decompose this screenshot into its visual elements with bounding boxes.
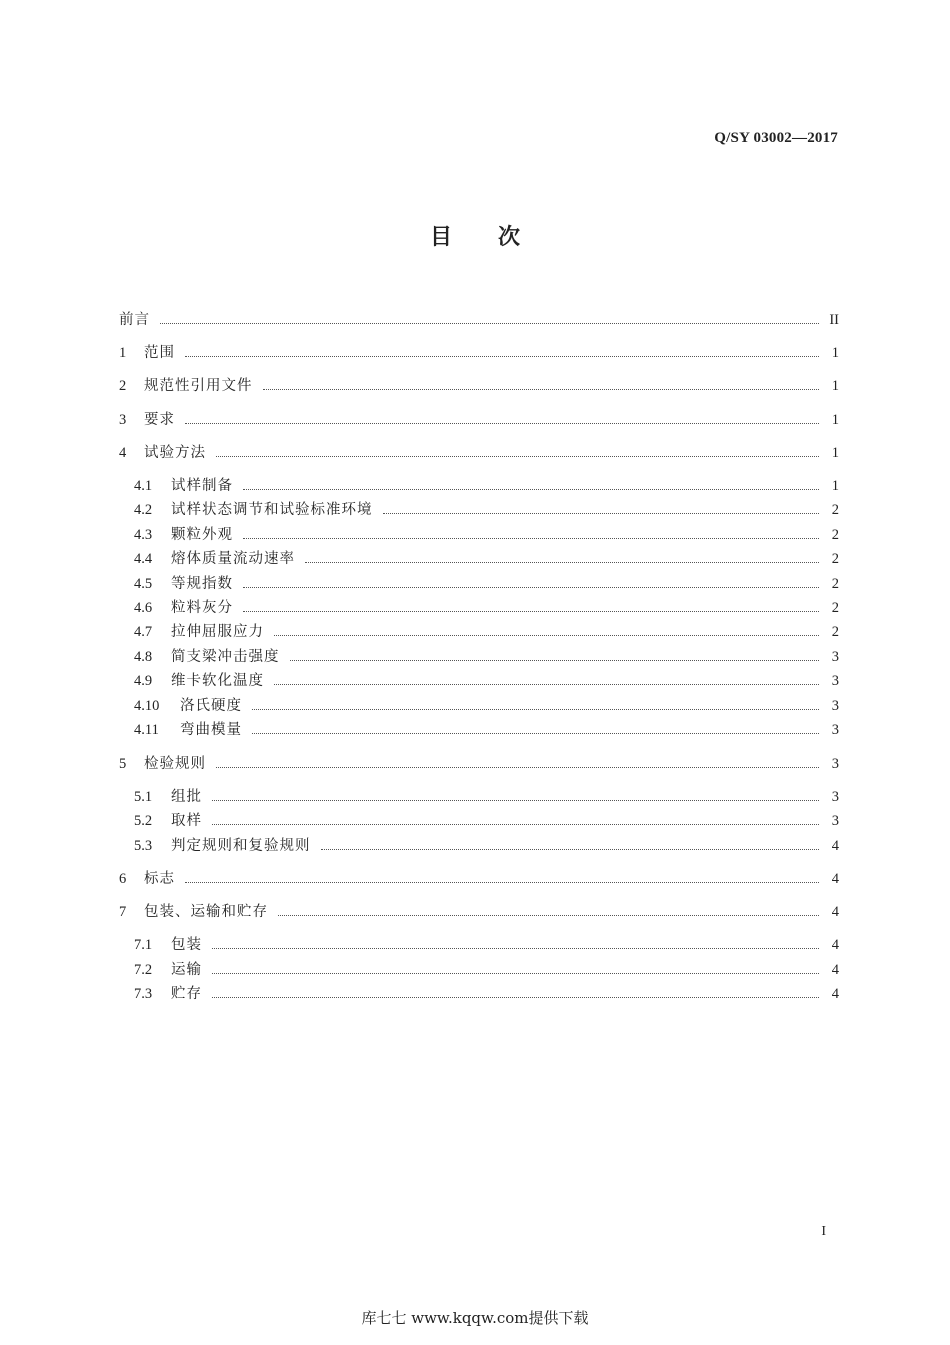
toc-subentry[interactable] [134,549,839,569]
toc-entry[interactable] [119,754,839,774]
toc-entry-label: 简支梁冲击强度 [171,649,280,665]
toc-entry-label: 包装 [171,937,202,953]
toc-entry-label: 维卡软化温度 [171,673,264,689]
dot-leader [290,659,820,661]
toc-entry-number: 4.7 [134,624,153,640]
toc-entry[interactable] [119,410,839,430]
toc-entry-label: 粒料灰分 [171,600,233,616]
toc-entry-page: 3 [831,756,839,772]
toc-subentry[interactable] [134,960,839,980]
toc-entry-page: 1 [831,378,839,394]
toc-entry-page: 2 [831,502,839,518]
dot-leader [243,537,819,539]
toc-subentry[interactable] [134,525,839,545]
dot-leader [216,766,819,768]
toc-entry-label: 拉伸屈服应力 [171,624,264,640]
toc-entry-label: 试样状态调节和试验标准环境 [171,502,373,518]
toc-entry-label: 判定规则和复验规则 [171,838,311,854]
toc-entry[interactable] [119,310,839,330]
toc-subentry[interactable] [134,696,839,716]
toc-entry-label: 取样 [171,813,202,829]
download-footer: 库七七 www.kqqw.com提供下载 [361,1309,589,1327]
page-number: I [821,1224,826,1239]
toc-entry-number: 4.4 [134,551,153,567]
toc-entry-label: 贮存 [171,986,202,1002]
dot-leader [160,322,819,324]
toc-entry-page: 1 [831,412,839,428]
dot-leader [212,823,819,825]
toc-entry-page: 4 [831,871,839,887]
toc-entry-label: 等规指数 [171,576,233,592]
toc-entry[interactable] [119,376,839,396]
toc-entry-number: 7.1 [134,937,153,953]
toc-entry-page: 4 [831,962,839,978]
dot-leader [252,708,819,710]
toc-entry-label: 颗粒外观 [171,527,233,543]
toc-entry-number: 2 [119,378,127,394]
toc-entry-page: 1 [831,345,839,361]
toc-subentry[interactable] [134,984,839,1004]
toc-entry-label: 组批 [171,789,202,805]
toc-subentry[interactable] [134,671,839,691]
toc-subentry[interactable] [134,720,839,740]
dot-leader [212,799,819,801]
dot-leader [185,355,819,357]
toc-entry-label: 标志 [144,871,175,887]
toc-entry-number: 4.6 [134,600,153,616]
toc-entry-number: 7.2 [134,962,153,978]
dot-leader [274,683,819,685]
toc-entry-page: 4 [831,838,839,854]
toc-entry-number: 6 [119,871,127,887]
toc-entry[interactable] [119,869,839,889]
toc-entry-number: 5.3 [134,838,153,854]
toc-entry-page: II [829,312,839,328]
dot-leader [212,972,819,974]
toc-entry-number: 5.2 [134,813,153,829]
toc-entry-label: 试样制备 [171,478,233,494]
toc-entry-label: 弯曲模量 [180,722,242,738]
dot-leader [243,488,819,490]
toc-entry-page: 3 [831,789,839,805]
dot-leader [216,455,819,457]
toc-entry[interactable] [119,343,839,363]
toc-entry-label: 要求 [144,412,175,428]
toc-entry-number: 4 [119,445,127,461]
toc-entry-label: 检验规则 [144,756,206,772]
toc-entry-label: 试验方法 [144,445,206,461]
toc-entry-number: 4.10 [134,698,160,714]
toc-entry-page: 2 [831,576,839,592]
toc-entry-label: 熔体质量流动速率 [171,551,295,567]
toc-subentry[interactable] [134,647,839,667]
toc-entry-page: 3 [831,813,839,829]
toc-subentry[interactable] [134,811,839,831]
toc-subentry[interactable] [134,935,839,955]
toc-entry-label: 运输 [171,962,202,978]
toc-subentry[interactable] [134,787,839,807]
toc-entry-page: 2 [831,624,839,640]
toc-entry-label: 洛氏硬度 [180,698,242,714]
toc-subentry[interactable] [134,598,839,618]
dot-leader [185,881,819,883]
dot-leader [321,848,820,850]
toc-entry-page: 3 [831,673,839,689]
toc-entry-page: 1 [831,445,839,461]
toc-entry-page: 3 [831,722,839,738]
toc-entry[interactable] [119,902,839,922]
dot-leader [274,634,819,636]
toc-entry-page: 2 [831,600,839,616]
dot-leader [212,947,819,949]
dot-leader [383,512,820,514]
page-title: 目次 [429,225,566,250]
toc-entry-page: 1 [831,478,839,494]
toc-entry-page: 2 [831,551,839,567]
standard-code: Q/SY 03002—2017 [714,130,838,146]
toc-entry-number: 1 [119,345,127,361]
toc-entry-number: 4.8 [134,649,153,665]
toc-subentry[interactable] [134,500,839,520]
toc-entry-number: 4.3 [134,527,153,543]
toc-entry-number: 4.9 [134,673,153,689]
toc-entry-label: 范围 [144,345,175,361]
dot-leader [252,732,819,734]
toc-entry-page: 3 [831,649,839,665]
dot-leader [212,996,819,998]
toc-entry-label: 前言 [119,312,150,328]
toc-entry[interactable] [119,443,839,463]
toc-entry-number: 4.5 [134,576,153,592]
toc-entry-number: 4.2 [134,502,153,518]
toc-entry-page: 2 [831,527,839,543]
toc-subentry[interactable] [134,574,839,594]
dot-leader [263,388,820,390]
dot-leader [278,914,819,916]
toc-entry-page: 3 [831,698,839,714]
toc-entry-page: 4 [831,904,839,920]
toc-entry-page: 4 [831,937,839,953]
toc-subentry[interactable] [134,836,839,856]
toc-entry-label: 规范性引用文件 [144,378,253,394]
toc-subentry[interactable] [134,476,839,496]
toc-entry-page: 4 [831,986,839,1002]
toc-subentry[interactable] [134,622,839,642]
toc-entry-number: 5 [119,756,127,772]
toc-entry-number: 4.11 [134,722,159,738]
toc-entry-number: 7 [119,904,127,920]
toc-entry-number: 5.1 [134,789,153,805]
toc-entry-number: 7.3 [134,986,153,1002]
dot-leader [243,610,819,612]
dot-leader [243,586,819,588]
toc-entry-number: 4.1 [134,478,153,494]
toc-entry-label: 包装、运输和贮存 [144,904,268,920]
toc-entry-number: 3 [119,412,127,428]
dot-leader [185,422,819,424]
dot-leader [305,561,819,563]
